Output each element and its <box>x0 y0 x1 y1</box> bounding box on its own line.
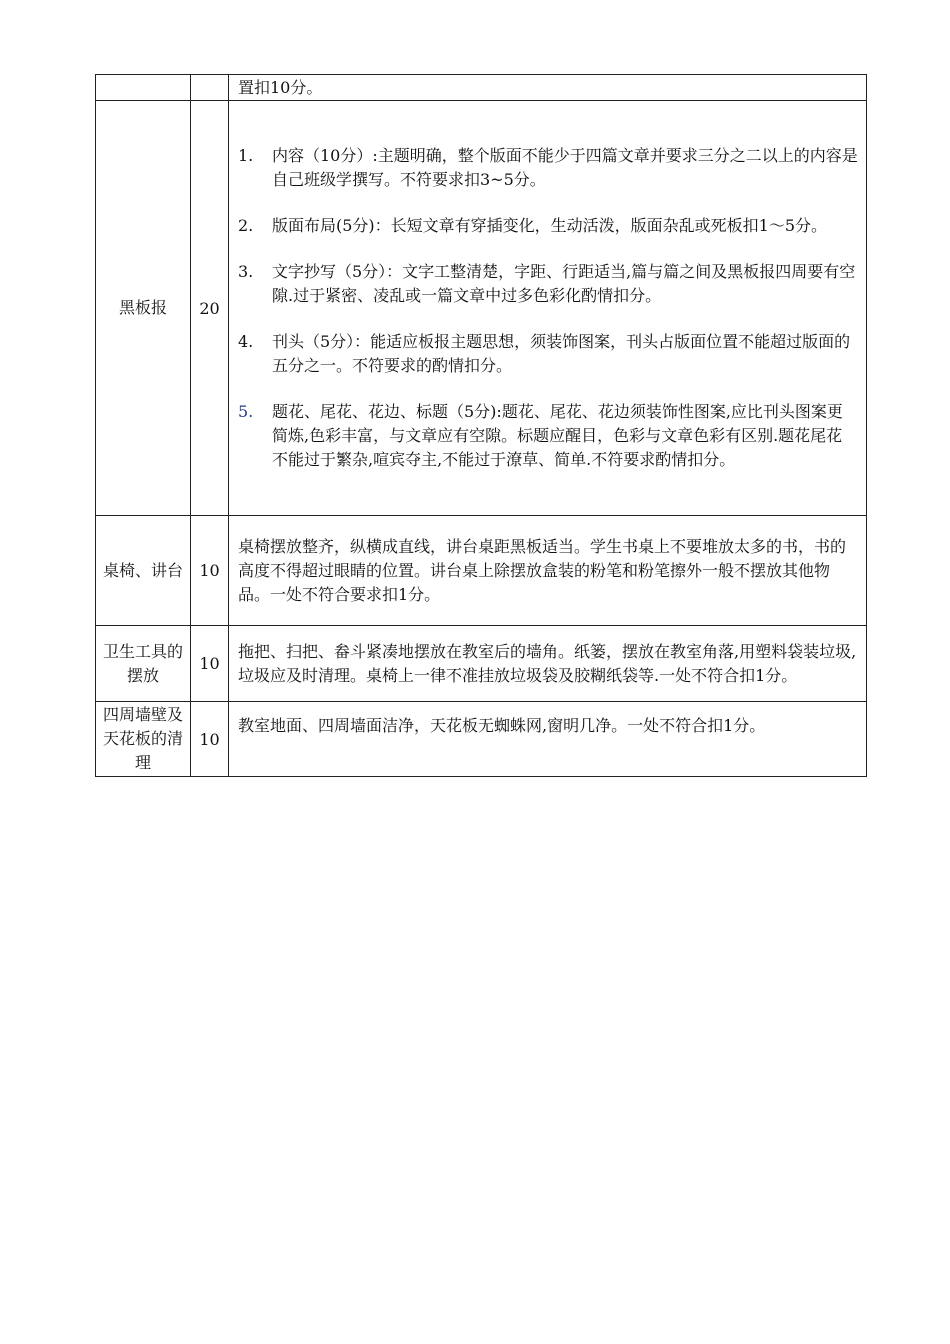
list-item <box>238 400 858 472</box>
description-cell: 教室地面、四周墙面洁净，天花板无蜘蛛网,窗明几净。一处不符合扣1分。 <box>229 702 867 777</box>
description-cell: 拖把、扫把、畚斗紧凑地摆放在教室后的墙角。纸篓，摆放在教室角落,用塑料袋装垃圾,垃圾应及时清理。桌椅上一律不准挂放垃圾袋及胶糊纸袋等.一处不符合扣1分。 <box>229 626 867 702</box>
item-text: 刊头（5分）：能适应板报主题思想，须装饰图案，刊头占版面位置不能超过版面的五分之一。不符要求的酌情扣分。 <box>272 332 851 375</box>
score-cell: 20 <box>191 101 229 516</box>
list-item <box>238 214 858 238</box>
criteria-list <box>238 144 858 472</box>
category-cell: 卫生工具的摆放 <box>96 626 191 702</box>
item-text: 内容（10分）:主题明确，整个版面不能少于四篇文章并要求三分之二以上的内容是自己班级学撰写。不符要求扣3~5分。 <box>272 146 858 189</box>
list-item <box>238 260 858 308</box>
item-number: 3. <box>238 262 254 281</box>
table-row <box>96 75 867 101</box>
category-cell <box>96 75 191 101</box>
description-cell: 桌椅摆放整齐，纵横成直线，讲台桌距黑板适当。学生书桌上不要堆放太多的书，书的高度不得超过眼睛的位置。讲台桌上除摆放盒装的粉笔和粉笔擦外一般不摆放其他物品。一处不符合要求扣1分。 <box>229 516 867 626</box>
table-row <box>96 702 867 777</box>
item-text: 文字抄写（5分）：文字工整清楚，字距、行距适当,篇与篇之间及黑板报四周要有空隙.过于紧密、凌乱或一篇文章中过多色彩化酌情扣分。 <box>272 262 856 305</box>
table-row <box>96 101 867 516</box>
item-number: 4. <box>238 332 254 351</box>
item-number: 1. <box>238 146 254 165</box>
item-text: 题花、尾花、花边、标题（5分):题花、尾花、花边须装饰性图案,应比刊头图案更简炼,色彩丰富，与文章应有空隙。标题应醒目，色彩与文章色彩有区别.题花尾花不能过于繁杂,喧宾夺主,不能过于潦草、简单.不符要求酌情扣分。 <box>272 402 843 469</box>
score-cell: 10 <box>191 702 229 777</box>
table-row <box>96 626 867 702</box>
category-cell: 桌椅、讲台 <box>96 516 191 626</box>
list-item <box>238 144 858 192</box>
criteria-table <box>95 74 867 777</box>
category-cell: 四周墙壁及天花板的清理 <box>96 702 191 777</box>
list-item <box>238 330 858 378</box>
category-cell: 黑板报 <box>96 101 191 516</box>
score-cell: 10 <box>191 626 229 702</box>
item-number: 5. <box>238 402 254 421</box>
description-cell <box>229 101 867 516</box>
score-cell: 10 <box>191 516 229 626</box>
item-number: 2. <box>238 216 254 235</box>
score-cell <box>191 75 229 101</box>
description-cell: 置扣10分。 <box>229 75 867 101</box>
item-text: 版面布局(5分)：长短文章有穿插变化，生动活泼，版面杂乱或死板扣1～5分。 <box>272 216 828 235</box>
table-row <box>96 516 867 626</box>
